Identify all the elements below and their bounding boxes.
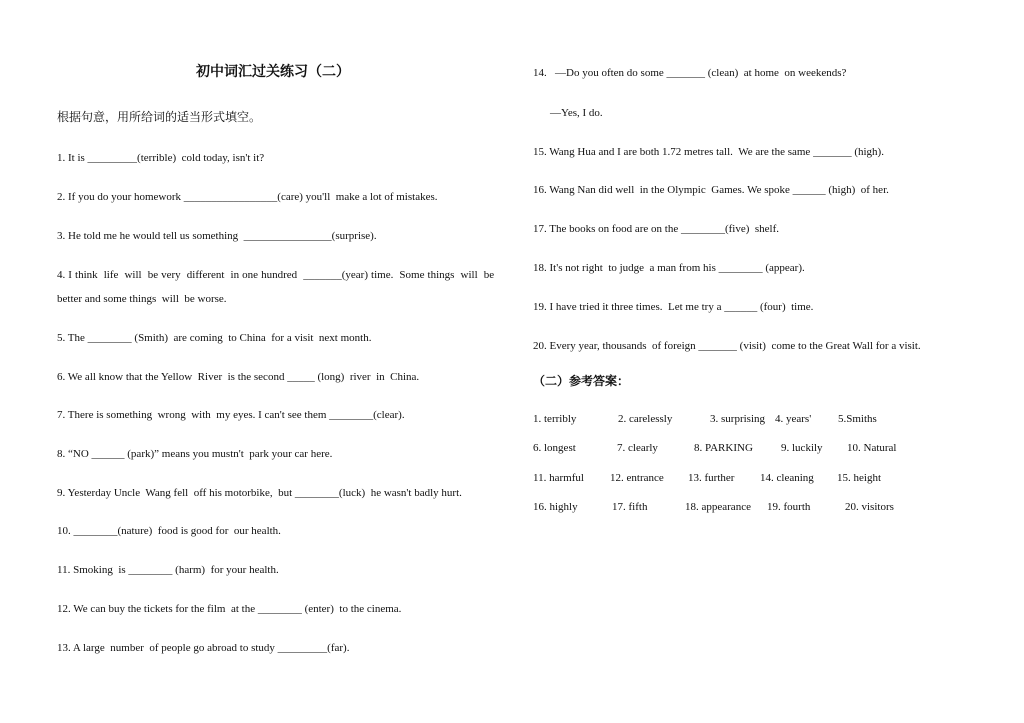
answer-item: 4. years' xyxy=(775,413,812,425)
answer-item: 10. Natural xyxy=(847,442,897,454)
question-12: 12. We can buy the tickets for the film at the ________ (enter) to the cinema. xyxy=(57,603,402,615)
answer-item: 5.Smiths xyxy=(838,413,877,425)
worksheet-title: 初中词汇过关练习（二） xyxy=(196,65,350,80)
question-8: 8. “NO ______ (park)” means you mustn't park your car here. xyxy=(57,448,333,460)
answer-item: 9. luckily xyxy=(781,442,823,454)
question-4: 4. I think life will be very different in one hundred _______(year) time. Some things will be xyxy=(57,269,495,281)
answer-item: 19. fourth xyxy=(767,501,811,513)
question-9: 9. Yesterday Uncle Wang fell off his motorbike, but ________(luck) he wasn't badly hurt. xyxy=(57,487,462,499)
answer-item: 18. appearance xyxy=(685,501,751,513)
question-19: 19. I have tried it three times. Let me try a ______ (four) time. xyxy=(533,301,814,313)
question-3: 3. He told me he would tell us something ________________(surprise). xyxy=(57,230,377,242)
question-1: 1. It is _________(terrible) cold today, isn't it? xyxy=(57,152,265,164)
answer-item: 2. carelessly xyxy=(618,413,673,425)
answer-item: 3. surprising xyxy=(710,413,765,425)
question-11: 11. Smoking is ________ (harm) for your health. xyxy=(57,564,279,576)
answer-item: 1. terribly xyxy=(533,413,577,425)
answer-key-heading: （二）参考答案： xyxy=(533,374,630,388)
answer-item: 7. clearly xyxy=(617,442,658,454)
question-5: 5. The ________ (Smith) are coming to China for a visit next month. xyxy=(57,332,372,344)
answer-item: 15. height xyxy=(837,472,881,484)
answer-item: 11. harmful xyxy=(533,472,584,484)
question-14: 14. —Do you often do some _______ (clean) at home on weekends? xyxy=(533,67,847,79)
question-2: 2. If you do your homework _________________(care) you'll make a lot of mistakes. xyxy=(57,191,438,203)
question-10: 10. ________(nature) food is good for our health. xyxy=(57,525,281,537)
question-15: 15. Wang Hua and I are both 1.72 metres tall. We are the same _______ (high). xyxy=(533,146,884,158)
answer-item: 14. cleaning xyxy=(760,472,814,484)
question-6: 6. We all know that the Yellow River is the second _____ (long) river in China. xyxy=(57,371,420,383)
question-20: 20. Every year, thousands of foreign _______ (visit) come to the Great Wall for a visit. xyxy=(533,340,921,352)
question-16: 16. Wang Nan did well in the Olympic Games. We spoke ______ (high) of her. xyxy=(533,184,889,196)
answer-item: 6. longest xyxy=(533,442,576,454)
answer-item: 20. visitors xyxy=(845,501,894,513)
answer-item: 13. further xyxy=(688,472,735,484)
question-14-reply: —Yes, I do. xyxy=(550,107,603,119)
answer-item: 16. highly xyxy=(533,501,578,513)
answer-item: 17. fifth xyxy=(612,501,648,513)
question-18: 18. It's not right to judge a man from his ________ (appear). xyxy=(533,262,805,274)
answer-item: 8. PARKING xyxy=(694,442,753,454)
answer-item: 12. entrance xyxy=(610,472,664,484)
question-13: 13. A large number of people go abroad to study _________(far). xyxy=(57,642,350,654)
question-17: 17. The books on food are on the ________(five) shelf. xyxy=(533,223,780,235)
instruction-text: 根据句意，用所给词的适当形式填空。 xyxy=(57,110,262,124)
question-4-continuation: better and some things will be worse. xyxy=(57,293,227,305)
question-7: 7. There is something wrong with my eyes. I can't see them ________(clear). xyxy=(57,409,405,421)
